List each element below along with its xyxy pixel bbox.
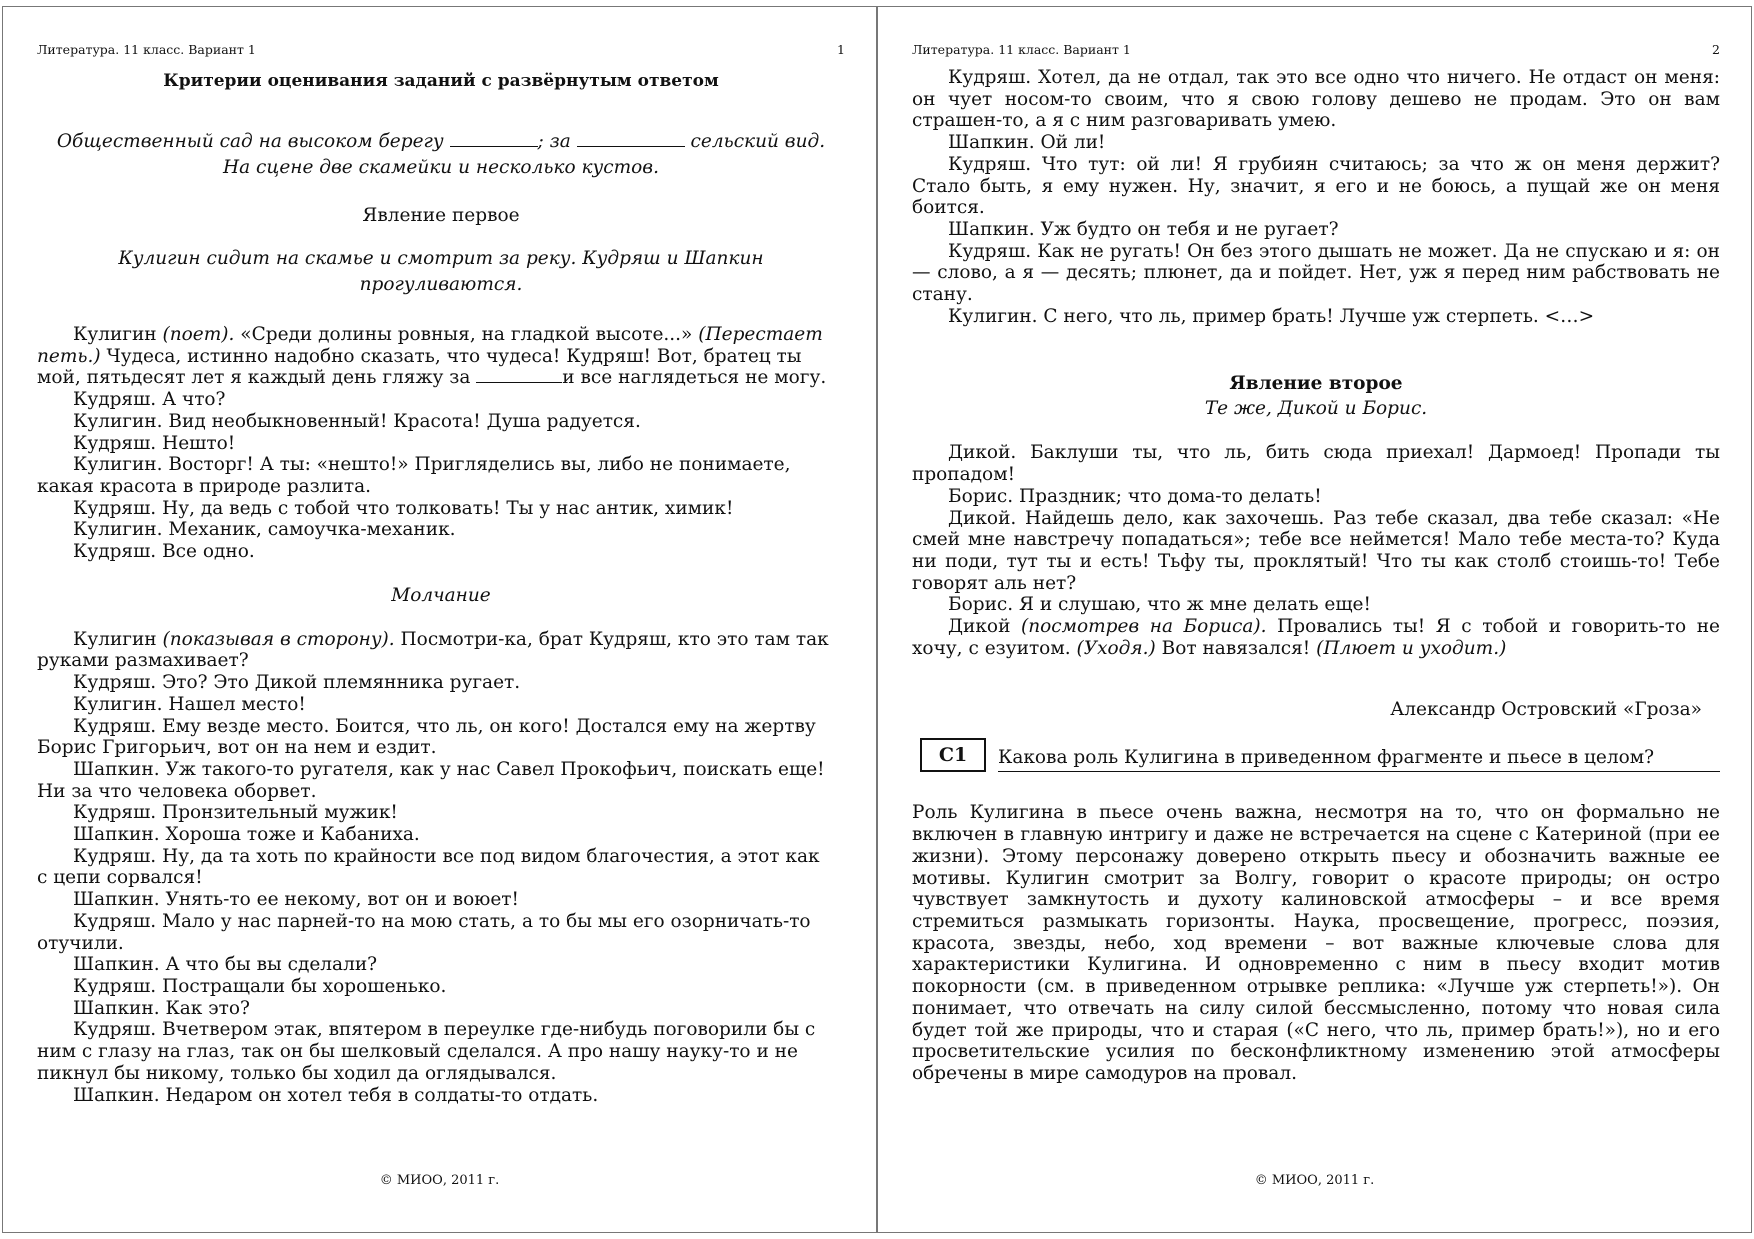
task-question: Какова роль Кулигина в приведенном фрагменте и пьесе в целом? bbox=[998, 747, 1720, 772]
dialogue-line: Кудряш. Мало у нас парней-то на мою стать, а то бы мы его озорничать-то bbox=[73, 910, 811, 932]
scene-2-title: Явление второе bbox=[1229, 373, 1403, 395]
dialogue-line: петь.) Чудеса, истинно надобно сказать, что чудеса! Кудряш! Вот, братец ты bbox=[37, 345, 802, 367]
page-number: 2 bbox=[1712, 42, 1720, 57]
dialogue-paragraph: Кудряш. Как не ругать! Он без этого дышать не может. Да не спускаю и я: он — слово, а я — десять; плюнет, да и пойдет. Нет, уж я перед ним рабствовать не стану. bbox=[912, 240, 1720, 306]
header-left: Литература. 11 класс. Вариант 1 bbox=[37, 42, 256, 57]
scene-2-description: Те же, Дикой и Борис. bbox=[1204, 398, 1428, 420]
answer-text: Роль Кулигина в пьесе очень важна, несмотря на то, что он формально не включен в главную интригу и даже не встречается на сцене с Катериной (при ее жизни). Этому персонажу доверено открыть пьесу и обозначить важные ее мотивы. Кулигин смотрит за Волгу, говорит о красоте природы; он остро чувствует замкнутость и духоту калиновской атмосферы – и все время стремиться размыкать горизонты. Наука, просвещение, прогресс, поэзия, красота, звезды, небо, ход времени – вот важные ключевые слова для характеристики Кулигина. И одновременно с ним в пьесу входит мотив покорности (см. в приведенном отрывке реплика: «Лучше уж стерпеть!»). Он понимает, что отвечать на силу силой бессмысленно, потому что новая сила будет той же природы, что и старая («С него, что ль, пример брать!»), но и его просветительские усилия по бесконфликтному изменению этой атмосферы обречены в мире самодуров на провал. bbox=[912, 802, 1720, 1084]
page-footer: © МИОО, 2011 г. bbox=[1254, 1173, 1375, 1188]
dialogue-line: Кудряш. Это? Это Дикой племянника ругает. bbox=[73, 672, 521, 694]
page-header bbox=[912, 42, 1720, 57]
dialogue-paragraph: Кулигин. С него, что ль, пример брать! Лучше уж стерпеть. <…> bbox=[948, 305, 1595, 327]
dialogue-line: с цепи сорвался! bbox=[37, 867, 203, 889]
header-left: Литература. 11 класс. Вариант 1 bbox=[912, 42, 1131, 57]
page-1 bbox=[2, 6, 877, 1233]
page-number: 1 bbox=[837, 42, 845, 57]
dialogue-line: Кудряш. Вчетвером этак, впятером в переулке где-нибудь поговорили бы с bbox=[73, 1019, 816, 1041]
stage-direction-2: На сцене две скамейки и несколько кустов. bbox=[223, 157, 659, 178]
dialogue-line: Шапкин. Уж такого-то ругателя, как у нас Савел Прокофьич, поискать еще! bbox=[73, 758, 825, 780]
dialogue-line: руками размахивает? bbox=[37, 650, 249, 672]
page-title: Критерии оценивания заданий с развёрнутым ответом bbox=[163, 71, 719, 91]
dialogue-paragraph: Дикой. Баклуши ты, что ль, бить сюда приехал! Дармоед! Пропади ты пропадом! bbox=[912, 442, 1720, 486]
dialogue-line: Кулигин. Вид необыкновенный! Красота! Душа радуется. bbox=[73, 410, 641, 432]
dialogue-line: пикнул бы никому, только бы ходил да оглядывался. bbox=[37, 1062, 557, 1084]
dialogue-line: Кулигин. Восторг! А ты: «нешто!» Пригляделись вы, либо не понимаете, bbox=[73, 454, 791, 476]
scene-1-description: Кулигин сидит на скамье и смотрит за реку. Кудряш и Шапкин прогуливаются. bbox=[118, 248, 764, 295]
silence-direction: Молчание bbox=[391, 584, 491, 606]
dialogue-block-3 bbox=[912, 67, 1720, 327]
dialogue-block-1 bbox=[37, 324, 845, 563]
dialogue-block-2 bbox=[37, 629, 845, 1106]
task-c1 bbox=[912, 738, 1720, 772]
dialogue-line: Кудряш. Постращали бы хорошенько. bbox=[73, 975, 447, 997]
dialogue-line: Кулигин. Механик, самоучка-механик. bbox=[73, 519, 456, 541]
dialogue-line: Кулигин (показывая в сторону). Посмотри-ка, брат Кудряш, кто это там так bbox=[73, 628, 829, 650]
task-label-box: С1 bbox=[920, 738, 986, 772]
dialogue-line: Кулигин (поет). «Среди долины ровныя, на гладкой высоте...» (Перестает bbox=[73, 324, 823, 345]
dialogue-paragraph: Дикой. Найдешь дело, как захочешь. Раз тебе сказал, два тебе сказал: «Не смей мне навстречу попадаться»; тебе все неймется! Мало тебе места-то? Куда ни поди, тут ты и есть! Тьфу ты, проклятый! Что ты как столб стоишь-то! Тебе говорят аль нет? bbox=[912, 507, 1720, 594]
dialogue-line: Кудряш. Ну, да ведь с тобой что толковать! Ты у нас антик, химик! bbox=[73, 497, 734, 519]
dialogue-line: Шапкин. Унять-то ее некому, вот он и воюет! bbox=[73, 889, 519, 911]
dialogue-line: мой, пятьдесят лет я каждый день гляжу за и все наглядеться не могу. bbox=[37, 367, 827, 389]
dialogue-paragraph: Дикой (посмотрев на Бориса). Провались ты! Я с тобой и говорить-то не хочу, с езуитом. (Уходя.) Вот навязался! (Плюет и уходит.) bbox=[912, 616, 1720, 659]
blank-line bbox=[577, 132, 685, 147]
page-footer: © МИОО, 2011 г. bbox=[379, 1173, 500, 1188]
dialogue-line: Кудряш. Пронзительный мужик! bbox=[73, 802, 398, 824]
dialogue-line: Шапкин. А что бы вы сделали? bbox=[73, 954, 378, 976]
dialogue-line: Борис Григорьич, вот он на нем и ездит. bbox=[37, 737, 437, 759]
dialogue-line: Шапкин. Как это? bbox=[73, 997, 250, 1019]
dialogue-line: Кудряш. Нешто! bbox=[73, 432, 236, 454]
dialogue-line: Шапкин. Хороша тоже и Кабаниха. bbox=[73, 824, 420, 846]
dialogue-block-4 bbox=[912, 442, 1720, 659]
dialogue-line: Кудряш. А что? bbox=[73, 389, 226, 411]
dialogue-paragraph: Борис. Праздник; что дома-то делать! bbox=[948, 485, 1322, 507]
dialogue-line: Кудряш. Ему везде место. Боится, что ль, он кого! Достался ему на жертву bbox=[73, 715, 816, 737]
dialogue-line: какая красота в природе разлита. bbox=[37, 475, 372, 497]
author-attribution: Александр Островский «Гроза» bbox=[1390, 699, 1702, 721]
dialogue-line: Кулигин. Нашел место! bbox=[73, 693, 306, 715]
dialogue-line: ним с глазу на глаз, так он бы шелковый сделался. А про нашу науку-то и не bbox=[37, 1041, 798, 1063]
dialogue-paragraph: Шапкин. Уж будто он тебя и не ругает? bbox=[948, 218, 1339, 240]
dialogue-paragraph: Кудряш. Хотел, да не отдал, так это все одно что ничего. Не отдаст он меня: он чует носом-то своим, что я свою голову дешево не продам. Это он вам страшен-то, а я с ним разговаривать умею. bbox=[912, 67, 1720, 132]
dialogue-line: Ни за что человека оборвет. bbox=[37, 780, 317, 802]
scene-1-title: Явление первое bbox=[362, 205, 520, 226]
dialogue-paragraph: Шапкин. Ой ли! bbox=[948, 132, 1106, 154]
dialogue-line: Кудряш. Ну, да та хоть по крайности все под видом благочестия, а этот как bbox=[73, 845, 820, 867]
dialogue-paragraph: Борис. Я и слушаю, что ж мне делать еще! bbox=[948, 594, 1371, 616]
dialogue-line: Кудряш. Все одно. bbox=[73, 541, 255, 563]
page-2 bbox=[877, 6, 1752, 1233]
stage-direction-1: Общественный сад на высоком берегу ; за сельский вид. bbox=[56, 131, 826, 152]
dialogue-paragraph: Кудряш. Что тут: ой ли! Я грубиян считаюсь; за что ж он меня держит? Стало быть, я ему нужен. Ну, значит, я его и не боюсь, а пущай же он меня боится. bbox=[912, 153, 1720, 219]
page-header bbox=[37, 42, 845, 57]
blank-line bbox=[476, 368, 562, 383]
dialogue-line: Шапкин. Недаром он хотел тебя в солдаты-то отдать. bbox=[73, 1084, 599, 1106]
blank-line bbox=[450, 132, 538, 147]
dialogue-line: отучили. bbox=[37, 932, 124, 954]
